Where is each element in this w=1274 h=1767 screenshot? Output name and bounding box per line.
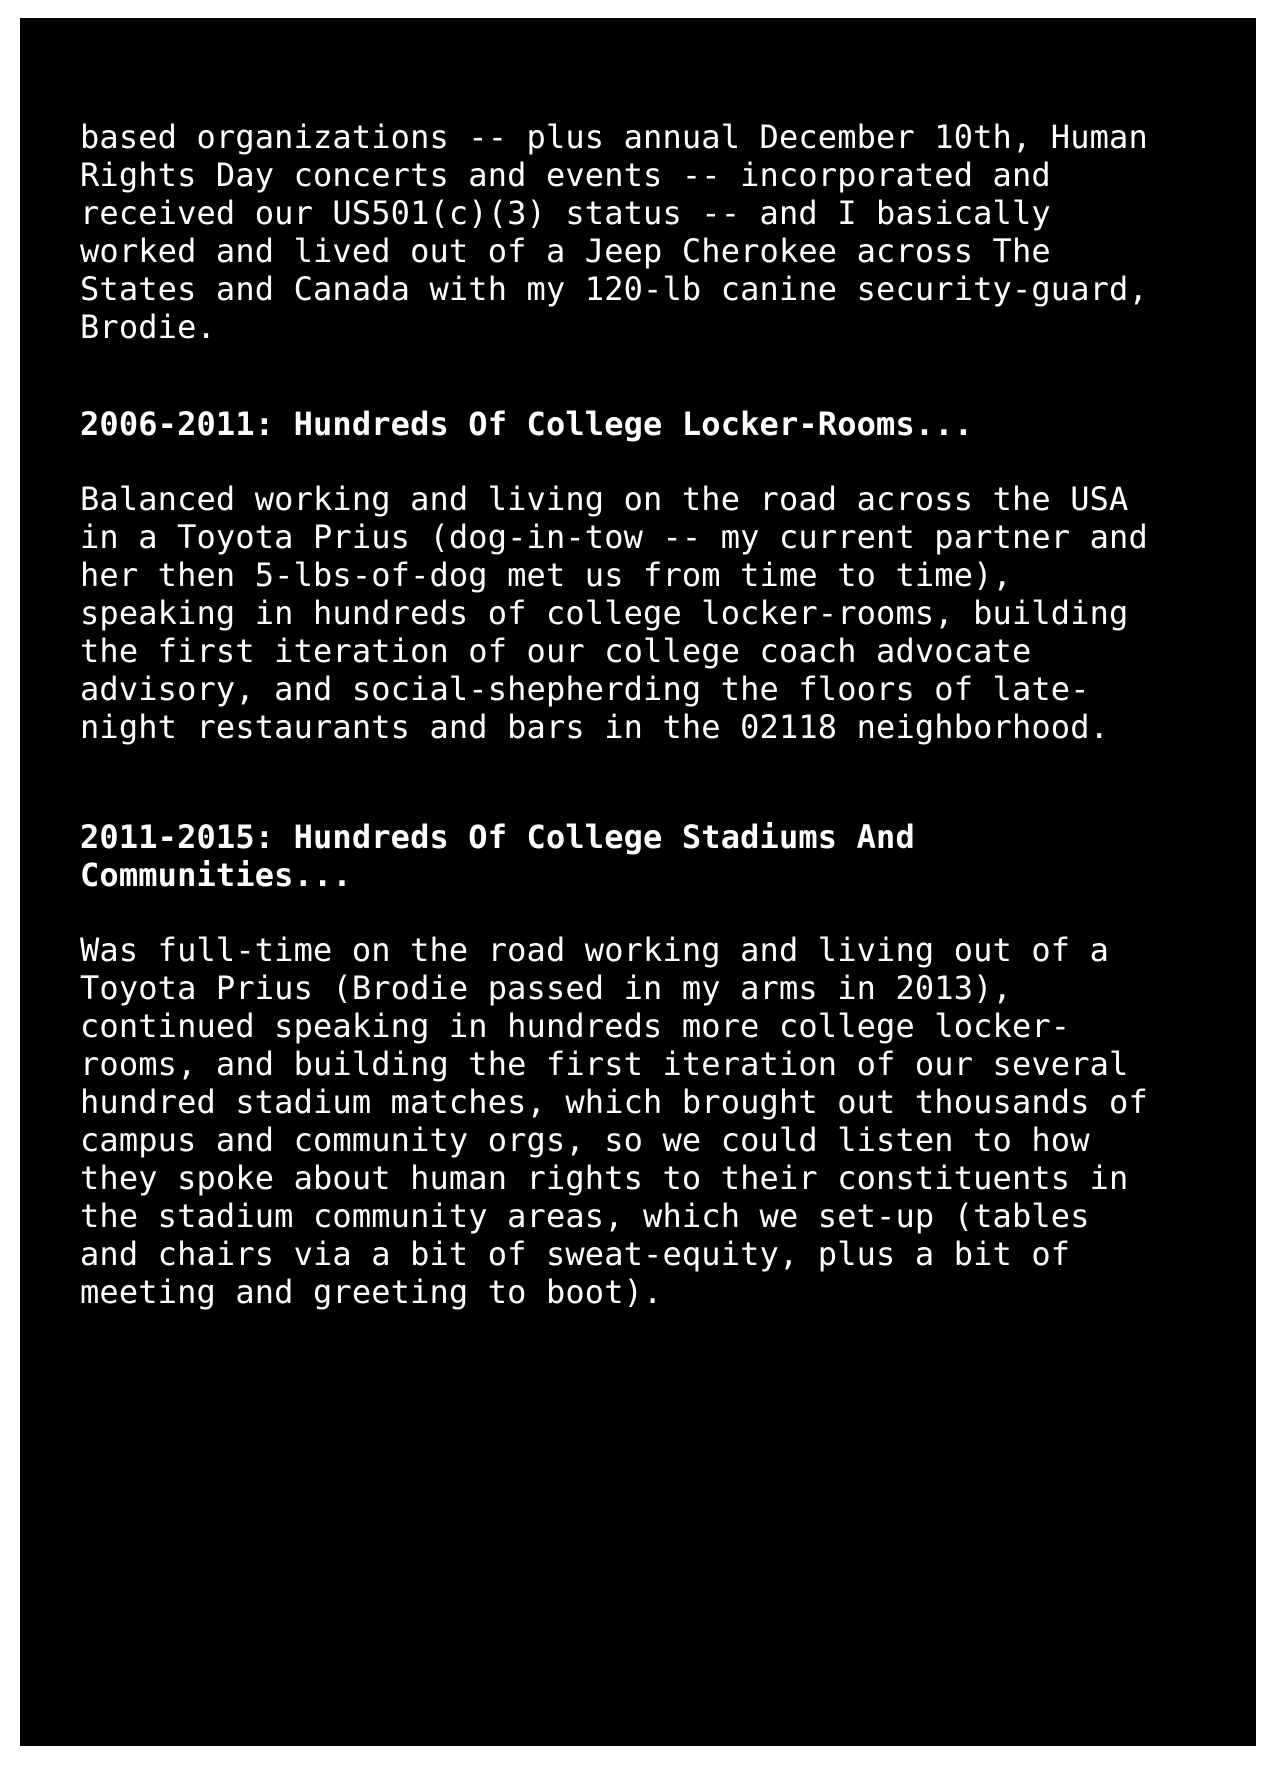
intro-paragraph: based organizations -- plus annual December 10th, Human Rights Day concerts and events -- incorporated and received our US501(c)(3) status -- and I basically worked and lived out of a Jeep Cherokee across The States and Canada with my 120-lb canine security-guard, Brodie. — [80, 118, 1148, 346]
section-body-2006-2011: Balanced working and living on the road across the USA in a Toyota Prius (dog-in-tow -- my current partner and her then 5-lbs-of-dog met us from time to time), speaking in hundreds of college locker-rooms, building the first iteration of our college coach advocate advisory, and social-shepherding the floors of late- night restaurants and bars in the 02118 neighborhood. — [80, 480, 1148, 746]
section-heading-2011-2015: 2011-2015: Hundreds Of College Stadiums And Communities... — [80, 818, 915, 894]
document-page — [20, 18, 1256, 1746]
section-body-2011-2015: Was full-time on the road working and living out of a Toyota Prius (Brodie passed in my arms in 2013), continued speaking in hundreds more college locker- rooms, and building the first iteration of our several hundred stadium matches, which brought out thousands of campus and community orgs, so we could listen to how they spoke about human rights to their constituents in the stadium community areas, which we set-up (tables and chairs via a bit of sweat-equity, plus a bit of meeting and greeting to boot). — [80, 931, 1148, 1311]
section-heading-2006-2011: 2006-2011: Hundreds Of College Locker-Rooms... — [80, 405, 974, 443]
